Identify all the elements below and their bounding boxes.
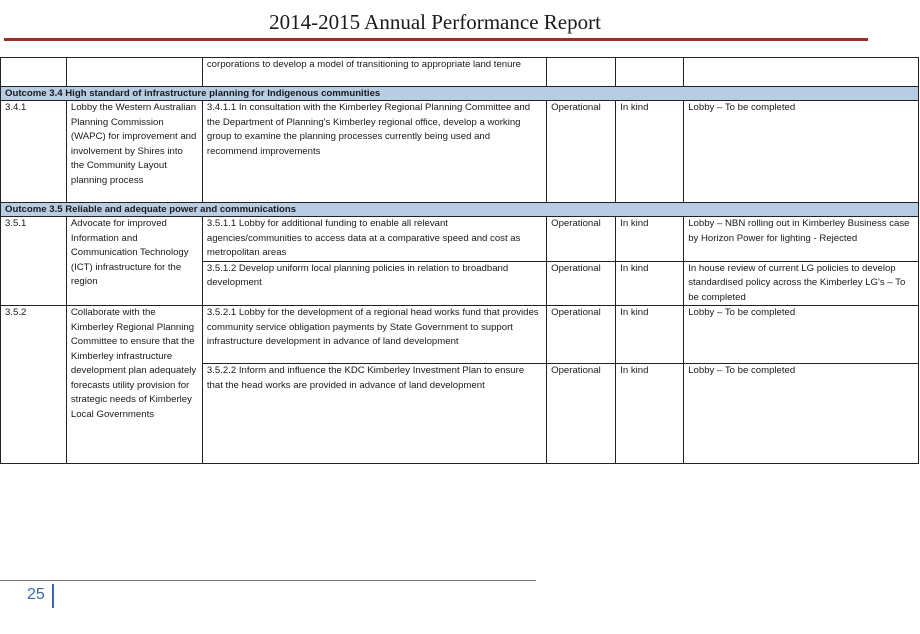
funding-cell: In kind bbox=[616, 101, 684, 203]
page-number: 25 bbox=[27, 586, 45, 603]
funding-cell: In kind bbox=[616, 364, 684, 464]
action-cell: corporations to develop a model of transitioning to appropriate land tenure bbox=[202, 58, 546, 87]
funding-cell: In kind bbox=[616, 217, 684, 262]
status-cell: Lobby – To be completed bbox=[684, 364, 919, 464]
table-row bbox=[1, 58, 919, 87]
outcome-heading-row bbox=[1, 87, 919, 101]
outcome-heading: Outcome 3.4 High standard of infrastructure planning for Indigenous communities bbox=[1, 87, 919, 101]
action-cell: 3.5.1.2 Develop uniform local planning policies in relation to broadband development bbox=[202, 261, 546, 306]
title-divider bbox=[4, 38, 868, 41]
table-row bbox=[1, 306, 919, 364]
status-cell: In house review of current LG policies to develop standardised policy across the Kimberley LG's – To be completed bbox=[684, 261, 919, 306]
footer-divider bbox=[0, 580, 536, 581]
code-cell: 3.5.2 bbox=[1, 306, 67, 464]
strategy-cell bbox=[66, 58, 202, 87]
type-cell: Operational bbox=[547, 217, 616, 262]
status-cell: Lobby – To be completed bbox=[684, 306, 919, 364]
outcome-heading-row bbox=[1, 203, 919, 217]
table-row bbox=[1, 101, 919, 203]
page-number-bar bbox=[52, 584, 54, 608]
type-cell: Operational bbox=[547, 101, 616, 203]
action-cell: 3.4.1.1 In consultation with the Kimberley Regional Planning Committee and the Department of Planning's Kimberley regional office, develop a working group to examine the planning processes currently being used and recommend improvements bbox=[202, 101, 546, 203]
type-cell bbox=[547, 58, 616, 87]
code-cell bbox=[1, 58, 67, 87]
type-cell: Operational bbox=[547, 364, 616, 464]
code-cell: 3.4.1 bbox=[1, 101, 67, 203]
strategy-cell: Collaborate with the Kimberley Regional Planning Committee to ensure that the Kimberley infrastructure development plan adequately forecasts utility provision for strategic needs of Kimberley Local Governments bbox=[66, 306, 202, 464]
action-cell: 3.5.2.1 Lobby for the development of a regional head works fund that provides community service obligation payments by State Government to support infrastructure development in advance of land development bbox=[202, 306, 546, 364]
strategy-cell: Advocate for improved Information and Communication Technology (ICT) infrastructure for the region bbox=[66, 217, 202, 306]
status-cell: Lobby – NBN rolling out in Kimberley Business case by Horizon Power for lighting - Rejected bbox=[684, 217, 919, 262]
page-title: 2014-2015 Annual Performance Report bbox=[269, 10, 601, 34]
action-cell: 3.5.2.2 Inform and influence the KDC Kimberley Investment Plan to ensure that the head works are provided in advance of land development bbox=[202, 364, 546, 464]
status-cell bbox=[684, 58, 919, 87]
funding-cell: In kind bbox=[616, 306, 684, 364]
action-cell: 3.5.1.1 Lobby for additional funding to enable all relevant agencies/communities to access data at a comparative speed and cost as metropolitan areas bbox=[202, 217, 546, 262]
outcome-heading: Outcome 3.5 Reliable and adequate power and communications bbox=[1, 203, 919, 217]
type-cell: Operational bbox=[547, 306, 616, 364]
status-cell: Lobby – To be completed bbox=[684, 101, 919, 203]
table-row bbox=[1, 217, 919, 262]
strategy-cell: Lobby the Western Australian Planning Commission (WAPC) for improvement and involvement by Shires into the Community Layout planning process bbox=[66, 101, 202, 203]
funding-cell bbox=[616, 58, 684, 87]
type-cell: Operational bbox=[547, 261, 616, 306]
performance-table bbox=[0, 57, 919, 464]
code-cell: 3.5.1 bbox=[1, 217, 67, 306]
funding-cell: In kind bbox=[616, 261, 684, 306]
